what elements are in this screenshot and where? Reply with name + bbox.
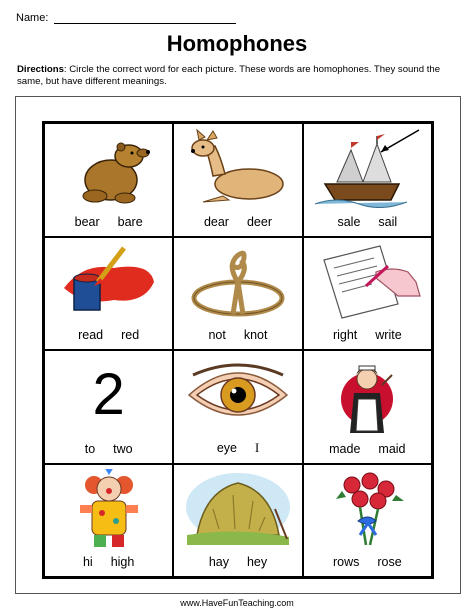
card-paint [44,237,173,351]
word-high[interactable]: high [110,555,135,569]
word-hay[interactable]: hay [208,555,229,569]
rope-knot-icon [183,242,293,322]
card-two [44,350,173,464]
numeral-two: 2 [92,362,125,427]
word-bear[interactable]: bear [74,214,100,229]
page-title: Homophones [166,31,308,56]
word-right[interactable]: right [332,328,358,342]
card-hay [173,464,302,578]
deer-icon [183,128,293,208]
name-label: Name: [16,12,49,24]
card-write [303,237,432,351]
card-clown [44,464,173,578]
footer-website: www.HaveFunTeaching.com [180,598,294,608]
word-bare[interactable]: bare [117,214,143,229]
roses-icon [312,469,422,549]
name-line[interactable] [54,13,236,24]
word-knot[interactable]: knot [243,328,268,342]
eye-icon [183,355,293,435]
directions [17,64,461,88]
haystack-icon [183,469,293,549]
writing-hand-icon [312,242,422,322]
card-roses [303,464,432,578]
word-dear[interactable]: dear [203,214,229,229]
word-red[interactable]: red [121,328,140,342]
word-not[interactable]: not [208,328,226,342]
homophone-grid [42,121,434,579]
word-hi[interactable]: hi [82,555,93,569]
word-deer[interactable]: deer [246,214,273,229]
word-rose[interactable]: rose [377,555,402,569]
clown-icon [54,469,164,549]
word-rows[interactable]: rows [332,555,360,569]
card-knot [173,237,302,351]
word-write[interactable]: write [375,328,402,342]
word-sale[interactable]: sale [337,214,361,229]
ship-icon [307,128,427,208]
card-deer [173,123,302,237]
directions-label: Directions [17,64,64,75]
word-hey[interactable]: hey [246,555,268,569]
card-ship [303,123,432,237]
card-bear [44,123,173,237]
word-maid[interactable]: maid [378,441,406,456]
card-eye [173,350,302,464]
word-to[interactable]: to [84,441,96,456]
word-i[interactable]: I [254,440,260,455]
paint-can-icon [54,242,164,322]
word-two[interactable]: two [113,441,133,456]
card-maid [303,350,432,464]
name-field [16,12,236,24]
directions-text: : Circle the correct word for each picture. These words are homophones. They sound the same, but have different meanings. [17,64,441,87]
word-read[interactable]: read [78,328,104,342]
maid-icon [312,355,422,435]
word-eye[interactable]: eye [216,440,237,455]
word-sail[interactable]: sail [378,214,398,229]
word-made[interactable]: made [329,441,361,456]
bear-icon [59,128,159,208]
